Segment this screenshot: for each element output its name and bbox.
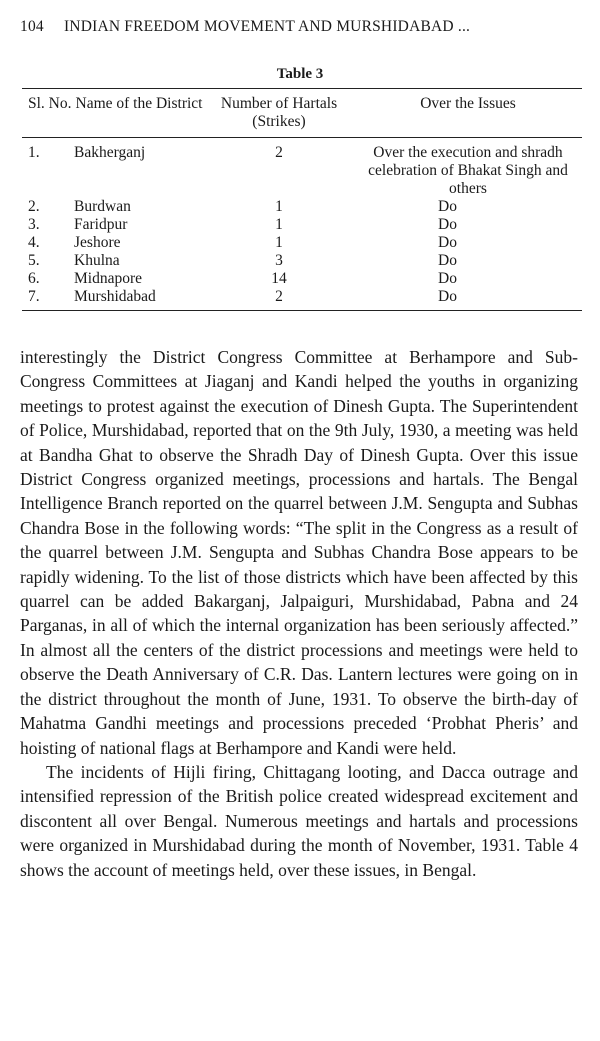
cell-sl: 2. [28, 198, 40, 215]
cell-issue: Do [438, 216, 457, 233]
body-text [20, 345, 578, 882]
header-sl-no: Sl. No. [22, 89, 74, 138]
hartals-table [22, 88, 582, 311]
cell-issue: Do [438, 198, 457, 215]
table-row [22, 138, 582, 199]
table-title: Table 3 [276, 66, 324, 82]
cell-issue: Do [438, 270, 457, 287]
cell-sl: 1. [28, 144, 40, 161]
cell-issue: Do [438, 234, 457, 251]
cell-issue: Over the execution and shradh celebration of Bhakat Singh and others [368, 144, 568, 197]
cell-hartals: 2 [275, 144, 283, 161]
cell-sl: 3. [28, 216, 40, 233]
paragraph: interestingly the District Congress Committee at Berhampore and Sub-Congress Committees at Jiaganj and Kandi helped the youths in organizing meetings to protest against the execution of Dinesh Gupta. The Superintendent of Police, Murshidabad, reported that on the 9th July, 1930, a meeting was held at Bandha Ghat to observe the Shradh Day of Dinesh Gupta. Over this issue District Congress organized meetings, processions and hartals. The Bengal Intelligence Branch reported on the quarrel between J.M. Sengupta and Subhas Chandra Bose in the following words: “The split in the Congress as a result of the quarrel between J.M. Sengupta and Subhas Chandra Bose appears to be rapidly widening. To the list of those districts which have been affected by this quarrel can be added Bakarganj, Jalpaiguri, Murshidabad, Pabna and 24 Parganas, in all of which the internal organization has been seriously affected.” In almost all the centers of the district processions and meetings were held to observe the Death Anniversary of C.R. Das. Lantern lectures were going on in the district throughout the month of June, 1931. To observe the birth-day of Mahatma Gandhi meetings and processions preceded ‘Probhat Pheris’ and hoisting of national flags at Berhampore and Kandi were held. [20, 347, 578, 758]
cell-district: Faridpur [74, 216, 128, 233]
table-row [22, 198, 582, 216]
table-row [22, 216, 582, 234]
cell-sl: 5. [28, 252, 40, 269]
paragraph: The incidents of Hijli firing, Chittagang looting, and Dacca outrage and intensified repression of the British police created widespread excitement and discontent all over Bengal. Numerous meetings and hartals and processions were organized in Murshidabad during the month of November, 1931. Table 4 shows the account of meetings held, over these issues, in Bengal. [20, 761, 578, 880]
cell-hartals: 3 [275, 252, 283, 269]
cell-district: Khulna [74, 252, 120, 269]
cell-issue: Do [438, 252, 457, 269]
cell-sl: 4. [28, 234, 40, 251]
header-hartals: Number of Hartals (Strikes) [204, 89, 354, 138]
running-head [20, 18, 578, 36]
table-row [22, 270, 582, 288]
cell-hartals: 1 [275, 198, 283, 215]
table-row [22, 288, 582, 311]
cell-district: Midnapore [74, 270, 143, 287]
cell-district: Burdwan [74, 198, 131, 215]
cell-district: Bakherganj [74, 144, 146, 161]
cell-district: Jeshore [74, 234, 121, 251]
running-head-title: INDIAN FREEDOM MOVEMENT AND MURSHIDABAD ... [63, 18, 471, 35]
cell-hartals: 1 [275, 216, 283, 233]
cell-issue: Do [354, 288, 582, 311]
table-row [22, 252, 582, 270]
header-district: Name of the District [74, 89, 204, 138]
cell-hartals: 1 [275, 234, 283, 251]
cell-sl: 7. [22, 288, 74, 311]
table-row [22, 234, 582, 252]
cell-hartals: 2 [204, 288, 354, 311]
header-issues: Over the Issues [354, 89, 582, 138]
cell-sl: 6. [28, 270, 40, 287]
cell-hartals: 14 [271, 270, 287, 287]
cell-district: Murshidabad [74, 288, 204, 311]
page-number: 104 [20, 18, 44, 35]
table-header-row [22, 89, 582, 138]
